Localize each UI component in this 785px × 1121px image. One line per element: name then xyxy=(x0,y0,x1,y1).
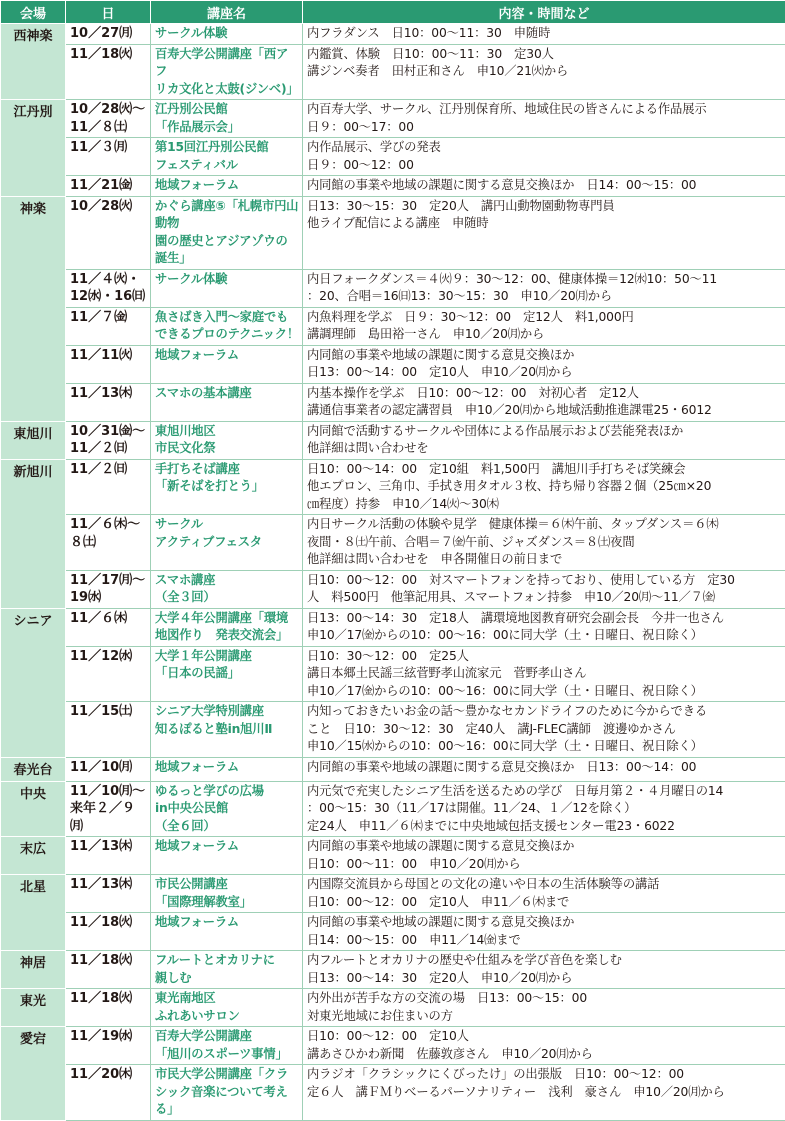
course-title: 地域フォーラム xyxy=(151,345,303,383)
details-cell: 内日フォークダンス＝４㈫９：30～12：00、健康体操＝12㈬10：50～11 ：20、合唱＝16㈰13：30～15：30 申10／20㈪から xyxy=(303,269,785,307)
table-row xyxy=(1,383,785,421)
date-cell: 11／18㈫ xyxy=(66,989,151,1027)
details-cell: 日10：00～12：00 定10人 講あさひかわ新聞 佐藤敦彦さん 申10／20㈪から xyxy=(303,1027,785,1065)
details-cell: 内知っておきたいお金の話～豊かなセカンドライフのために今からできる こと 日10：30～12：30 定40人 講J-FLEC講師 渡邊ゆかさん 申10／15㈬からの10：00～16：00に同大学（土・日曜日、祝日除く） xyxy=(303,702,785,758)
date-cell: 11／17㈪～ 19㈬ xyxy=(66,570,151,608)
table-row xyxy=(1,875,785,913)
venue-label: 東旭川 xyxy=(3,425,63,445)
details-cell: 内百寿大学、サークル、江丹別保育所、地域住民の皆さんによる作品展示 日９：00～17：00 xyxy=(303,100,785,138)
date-cell: 11／７㈮ xyxy=(66,307,151,345)
venue-cell xyxy=(1,24,66,100)
course-title: 江丹別公民館 「作品展示会」 xyxy=(151,100,303,138)
table-row xyxy=(1,269,785,307)
table-row xyxy=(1,757,785,781)
venue-label: 神楽 xyxy=(3,200,63,220)
venue-label: 江丹別 xyxy=(3,103,63,123)
venue-cell xyxy=(1,875,66,951)
course-title: スマホ講座 （全３回） xyxy=(151,570,303,608)
details-cell: 内同館の事業や地域の課題に関する意見交換ほか 日13：00～14：00 xyxy=(303,757,785,781)
course-title: 百寿大学公開講座「西アフ リカ文化と太鼓(ジンベ)」 xyxy=(151,44,303,100)
details-cell: 日13：00～14：30 定18人 講環境地図教育研究会副会長 今井一也さん 申10／17㈮からの10：00～16：00に同大学（土・日曜日、祝日除く） xyxy=(303,608,785,646)
table-row xyxy=(1,989,785,1027)
date-cell: 11／12㈬ xyxy=(66,646,151,702)
venue-label: シニア xyxy=(3,612,63,632)
date-cell: 11／18㈫ xyxy=(66,951,151,989)
venue-label: 新旭川 xyxy=(3,463,63,483)
date-cell: 11／11㈫ xyxy=(66,345,151,383)
date-cell: 11／10㈪～ 来年２／９㈪ xyxy=(66,781,151,837)
course-title: 東光南地区 ふれあいサロン xyxy=(151,989,303,1027)
date-cell: 11／18㈫ xyxy=(66,44,151,100)
table-row xyxy=(1,176,785,197)
course-title: サークル体験 xyxy=(151,269,303,307)
course-title: かぐら講座⑤「札幌市円山動物 園の歴史とアジアゾウの誕生」 xyxy=(151,196,303,269)
details-cell: 内フラダンス 日10：00～11：30 申随時 xyxy=(303,24,785,45)
table-row xyxy=(1,307,785,345)
table-row xyxy=(1,837,785,875)
venue-cell xyxy=(1,100,66,197)
header-details: 内容・時間など xyxy=(303,1,785,24)
details-cell: 内同館の事業や地域の課題に関する意見交換ほか 日14：00～15：00 申11／14㈮まで xyxy=(303,913,785,951)
table-row xyxy=(1,345,785,383)
date-cell: 11／６㈭ xyxy=(66,608,151,646)
course-title: 手打ちそば講座 「新そばを打とう」 xyxy=(151,459,303,515)
date-cell: 11／13㈭ xyxy=(66,837,151,875)
venue-label: 末広 xyxy=(3,840,63,860)
table-row xyxy=(1,421,785,459)
course-title: 地域フォーラム xyxy=(151,837,303,875)
date-cell: 11／２㈰ xyxy=(66,459,151,515)
course-title: フルートとオカリナに 親しむ xyxy=(151,951,303,989)
venue-label: 春光台 xyxy=(3,761,63,781)
date-cell: 10／31㈮～ 11／２㈰ xyxy=(66,421,151,459)
details-cell: 内ラジオ「クラシックにくびったけ」の出張版 日10：00～12：00 定６人 講ＦＭりべーるパーソナリティー 浅利 豪さん 申10／20㈪から xyxy=(303,1065,785,1121)
details-cell: 内同館の事業や地域の課題に関する意見交換ほか 日14：00～15：00 xyxy=(303,176,785,197)
table-row xyxy=(1,515,785,571)
course-title: ゆるっと学びの広場 in中央公民館 （全６回） xyxy=(151,781,303,837)
course-title: 第15回江丹別公民館 フェスティバル xyxy=(151,138,303,176)
details-cell: 内魚料理を学ぶ 日９：30～12：00 定12人 料1,000円 講調理師 島田裕一さん 申10／20㈪から xyxy=(303,307,785,345)
venue-cell xyxy=(1,837,66,875)
course-title: シニア大学特別講座 知るぽると塾in旭川Ⅱ xyxy=(151,702,303,758)
details-cell: 内元気で充実したシニア生活を送るための学び 日毎月第２・４月曜日の14 ：00～15：30（11／17は開催。11／24、１／12を除く） 定24人 申11／６㈭までに中央地域包括支援センター電23・6022 xyxy=(303,781,785,837)
course-title: 地域フォーラム xyxy=(151,757,303,781)
table-row xyxy=(1,781,785,837)
venue-cell xyxy=(1,196,66,421)
course-title: 市民公開講座 「国際理解教室」 xyxy=(151,875,303,913)
date-cell: 11／４㈫・ 12㈬・16㈰ xyxy=(66,269,151,307)
course-title: 大学１年公開講座 「日本の民謡」 xyxy=(151,646,303,702)
table-row xyxy=(1,702,785,758)
table-row xyxy=(1,1065,785,1121)
venue-label: 西神楽 xyxy=(3,27,63,47)
date-cell: 10／28㈫ xyxy=(66,196,151,269)
details-cell: 内フルートとオカリナの歴史や仕組みを学び音色を楽しむ 日13：00～14：30 定20人 申10／20㈪から xyxy=(303,951,785,989)
venue-label: 神居 xyxy=(3,954,63,974)
venue-label: 北星 xyxy=(3,878,63,898)
details-cell: 内同館の事業や地域の課題に関する意見交換ほか 日13：00～14：00 定10人 申10／20㈪から xyxy=(303,345,785,383)
date-cell: 11／３㈪ xyxy=(66,138,151,176)
date-cell: 11／10㈪ xyxy=(66,757,151,781)
table-row xyxy=(1,951,785,989)
table-row xyxy=(1,196,785,269)
table-row xyxy=(1,570,785,608)
table-row xyxy=(1,913,785,951)
details-cell: 日10：00～12：00 対スマートフォンを持っており、使用している方 定30 人 料500円 他筆記用具、スマートフォン持参 申10／20㈪～11／７㈮ xyxy=(303,570,785,608)
date-cell: 11／18㈫ xyxy=(66,913,151,951)
course-title: 大学４年公開講座「環境 地図作り 発表交流会」 xyxy=(151,608,303,646)
date-cell: 11／15㈯ xyxy=(66,702,151,758)
venue-label: 愛宕 xyxy=(3,1030,63,1050)
table-row xyxy=(1,1027,785,1065)
header-date: 日 xyxy=(66,1,151,24)
table-row xyxy=(1,138,785,176)
venue-cell xyxy=(1,781,66,837)
course-title: サークル アクティブフェスタ xyxy=(151,515,303,571)
date-cell: 10／28㈫～ 11／８㈯ xyxy=(66,100,151,138)
details-cell: 内作品展示、学びの発表 日９：00～12：00 xyxy=(303,138,785,176)
date-cell: 11／13㈭ xyxy=(66,875,151,913)
date-cell: 10／27㈪ xyxy=(66,24,151,45)
venue-cell xyxy=(1,757,66,781)
course-title: 地域フォーラム xyxy=(151,176,303,197)
table-row xyxy=(1,608,785,646)
date-cell: 11／13㈭ xyxy=(66,383,151,421)
table-row xyxy=(1,24,785,45)
details-cell: 内国際交流員から母国との文化の違いや日本の生活体験等の講話 日10：00～12：00 定10人 申11／６㈭まで xyxy=(303,875,785,913)
date-cell: 11／21㈮ xyxy=(66,176,151,197)
table-row xyxy=(1,44,785,100)
venue-cell xyxy=(1,608,66,757)
table-row xyxy=(1,459,785,515)
course-title: 東旭川地区 市民文化祭 xyxy=(151,421,303,459)
header-venue: 会場 xyxy=(1,1,66,24)
header-course: 講座名 xyxy=(151,1,303,24)
venue-cell xyxy=(1,989,66,1027)
date-cell: 11／20㈭ xyxy=(66,1065,151,1121)
venue-cell xyxy=(1,421,66,459)
course-title: サークル体験 xyxy=(151,24,303,45)
details-cell: 内日サークル活動の体験や見学 健康体操＝６㈭午前、タップダンス＝６㈭ 夜間・８㈯午前、合唱＝７㈮午前、ジャズダンス＝８㈯夜間 他詳細は問い合わせを 申各開催日の前日まで xyxy=(303,515,785,571)
details-cell: 内鑑賞、体験 日10：00～11：30 定30人 講ジンベ奏者 田村正和さん 申10／21㈫から xyxy=(303,44,785,100)
venue-cell xyxy=(1,951,66,989)
details-cell: 内基本操作を学ぶ 日10：00～12：00 対初心者 定12人 講通信事業者の認定講習員 申10／20㈪から地域活動推進課電25・6012 xyxy=(303,383,785,421)
details-cell: 日13：30～15：30 定20人 講円山動物園動物専門員 他ライブ配信による講座 申随時 xyxy=(303,196,785,269)
course-title: 魚さばき入門～家庭でも できるプロのテクニック！ xyxy=(151,307,303,345)
venue-cell xyxy=(1,1027,66,1121)
course-title: スマホの基本講座 xyxy=(151,383,303,421)
date-cell: 11／19㈬ xyxy=(66,1027,151,1065)
table-row xyxy=(1,646,785,702)
details-cell: 内外出が苦手な方の交流の場 日13：00～15：00 対東光地域にお住まいの方 xyxy=(303,989,785,1027)
details-cell: 内同館の事業や地域の課題に関する意見交換ほか 日10：00～11：00 申10／20㈪から xyxy=(303,837,785,875)
header-row xyxy=(1,1,785,24)
table-row xyxy=(1,100,785,138)
venue-cell xyxy=(1,459,66,608)
course-title: 地域フォーラム xyxy=(151,913,303,951)
details-cell: 内同館で活動するサークルや団体による作品展示および芸能発表ほか 他詳細は問い合わせを xyxy=(303,421,785,459)
details-cell: 日10：30～12：00 定25人 講日本郷土民謡三絃菅野孝山流家元 菅野孝山さん 申10／17㈮からの10：00～16：00に同大学（土・日曜日、祝日除く） xyxy=(303,646,785,702)
course-title: 市民大学公開講座「クラ シック音楽について考える」 xyxy=(151,1065,303,1121)
details-cell: 日10：00～14：00 定10組 料1,500円 講旭川手打ちそば笑練会 他エプロン、三角巾、手拭き用タオル３枚、持ち帰り容器２個（25㎝×20 ㎝程度）持参 申10／14㈫～30㈭ xyxy=(303,459,785,515)
venue-label: 東光 xyxy=(3,992,63,1012)
course-title: 百寿大学公開講座 「旭川のスポーツ事情」 xyxy=(151,1027,303,1065)
date-cell: 11／６㈭～ ８㈯ xyxy=(66,515,151,571)
venue-label: 中央 xyxy=(3,785,63,805)
